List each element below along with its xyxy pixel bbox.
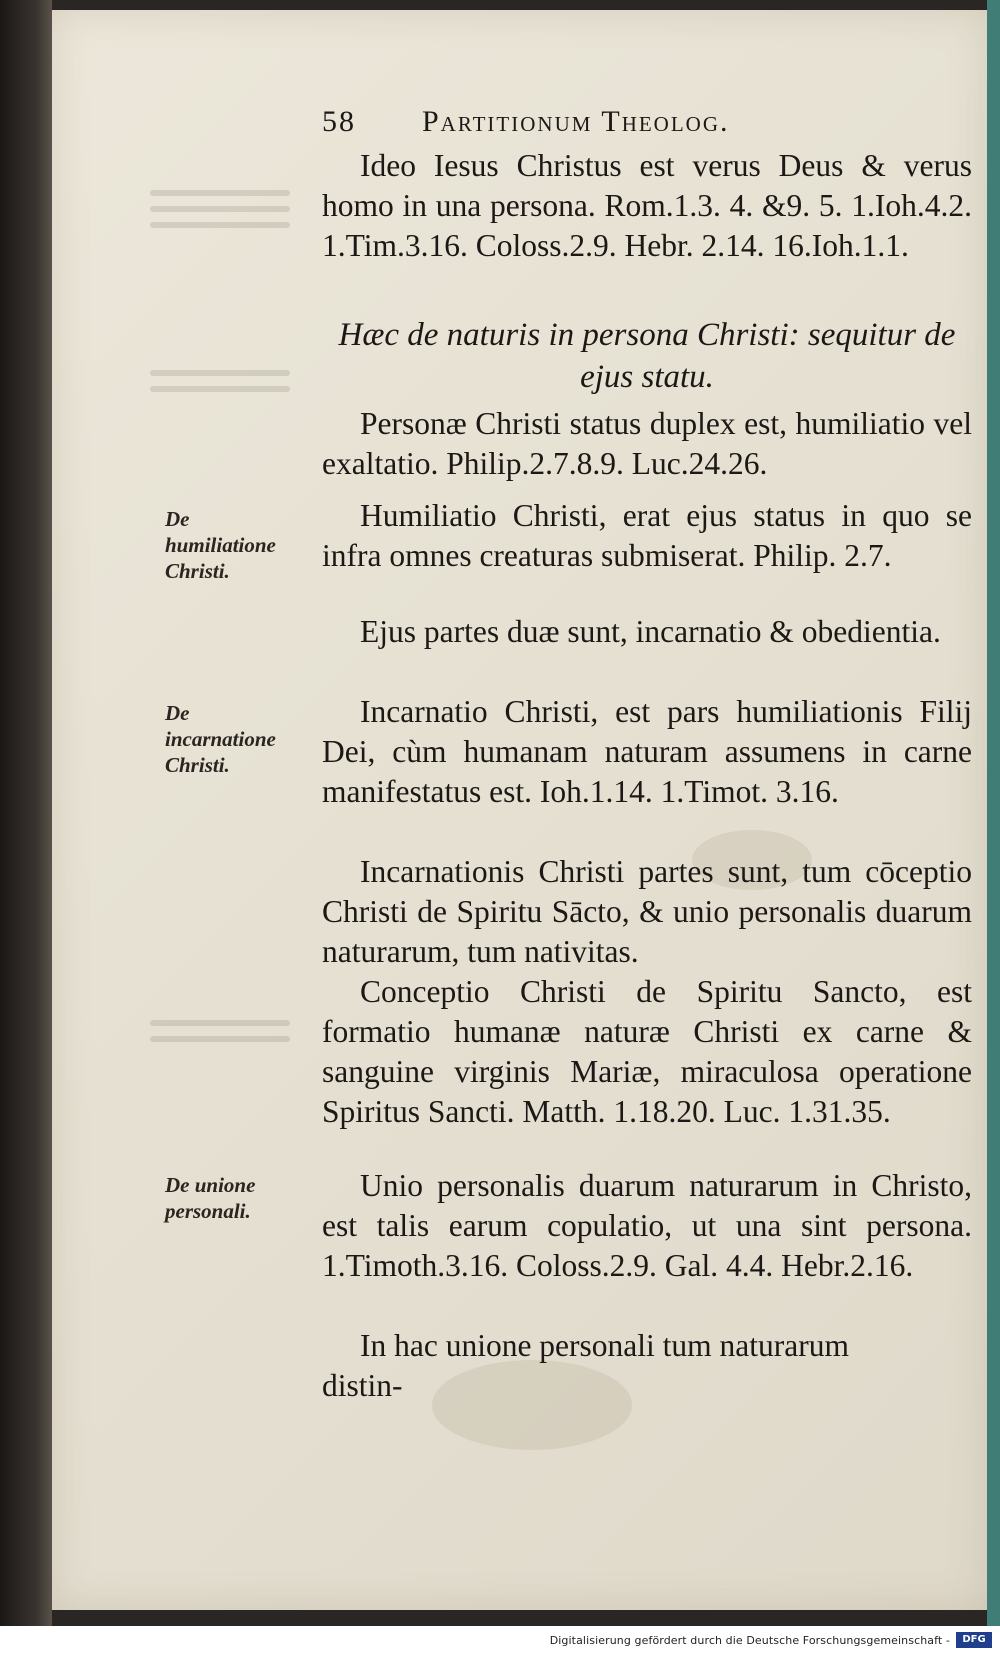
running-title: Partitionum Theolog. [422, 105, 730, 138]
dfg-logo: DFG [956, 1632, 992, 1648]
page-header [322, 100, 902, 144]
paragraph: Incarnationis Christi partes sunt, tum cōceptio Christi de Spiritu Sācto, & unio personalis duarum naturarum, tum nativitas. [322, 854, 972, 969]
page-number: 58 [322, 105, 356, 138]
paragraph: Ideo Iesus Christus est verus Deus & verus homo in una persona. Rom.1.3. 4. &9. 5. 1.Ioh.4.2. 1.Tim.3.16. Coloss.2.9. Hebr. 2.14. 16.Ioh.1.1. [322, 148, 972, 263]
paragraph: Incarnatio Christi, est pars humiliationis Filij Dei, cùm humanam naturam assumens in carne manifestatus est. Ioh.1.14. 1.Timot. 3.16. [322, 694, 972, 809]
show-through-text [150, 180, 290, 270]
footer-credit: Digitalisierung gefördert durch die Deutsche Forschungsgemeinschaft - [549, 1634, 950, 1647]
paragraph: In hac unione personali tum naturarum [360, 1328, 849, 1363]
paragraph: Personæ Christi status duplex est, humiliatio vel exaltatio. Philip.2.7.8.9. Luc.24.26. [322, 406, 972, 481]
section-heading: Hæc de naturis in persona Christi: sequitur de ejus statu. [338, 317, 956, 395]
digitization-footer [0, 1626, 1000, 1656]
paragraph: Unio personalis duarum naturarum in Christo, est talis earum copulatio, ut una sint persona. 1.Timoth.3.16. Coloss.2.9. Gal. 4.4. Hebr.2.16. [322, 1168, 972, 1283]
show-through-text [150, 360, 290, 450]
catchword: distin- [322, 1368, 403, 1403]
book-binding-edge [0, 0, 52, 1656]
show-through-text [150, 1010, 290, 1100]
margin-note-humiliatione: De humiliatione Christi. [165, 507, 276, 583]
paragraph: Conceptio Christi de Spiritu Sancto, est formatio humanæ naturæ Christi ex carne & sanguine virginis Mariæ, miraculosa operatione Spiritus Sancti. Matth. 1.18.20. Luc. 1.31.35. [322, 974, 972, 1129]
paragraph: Humiliatio Christi, erat ejus status in quo se infra omnes creaturas submiserat. Philip. 2.7. [322, 498, 972, 573]
scanner-edge-strip [987, 0, 1000, 1656]
margin-note-unione: De unione personali. [165, 1173, 256, 1223]
margin-note-incarnatione: De incarnatione Christi. [165, 701, 276, 777]
paragraph: Ejus partes duæ sunt, incarnatio & obedientia. [360, 614, 941, 649]
